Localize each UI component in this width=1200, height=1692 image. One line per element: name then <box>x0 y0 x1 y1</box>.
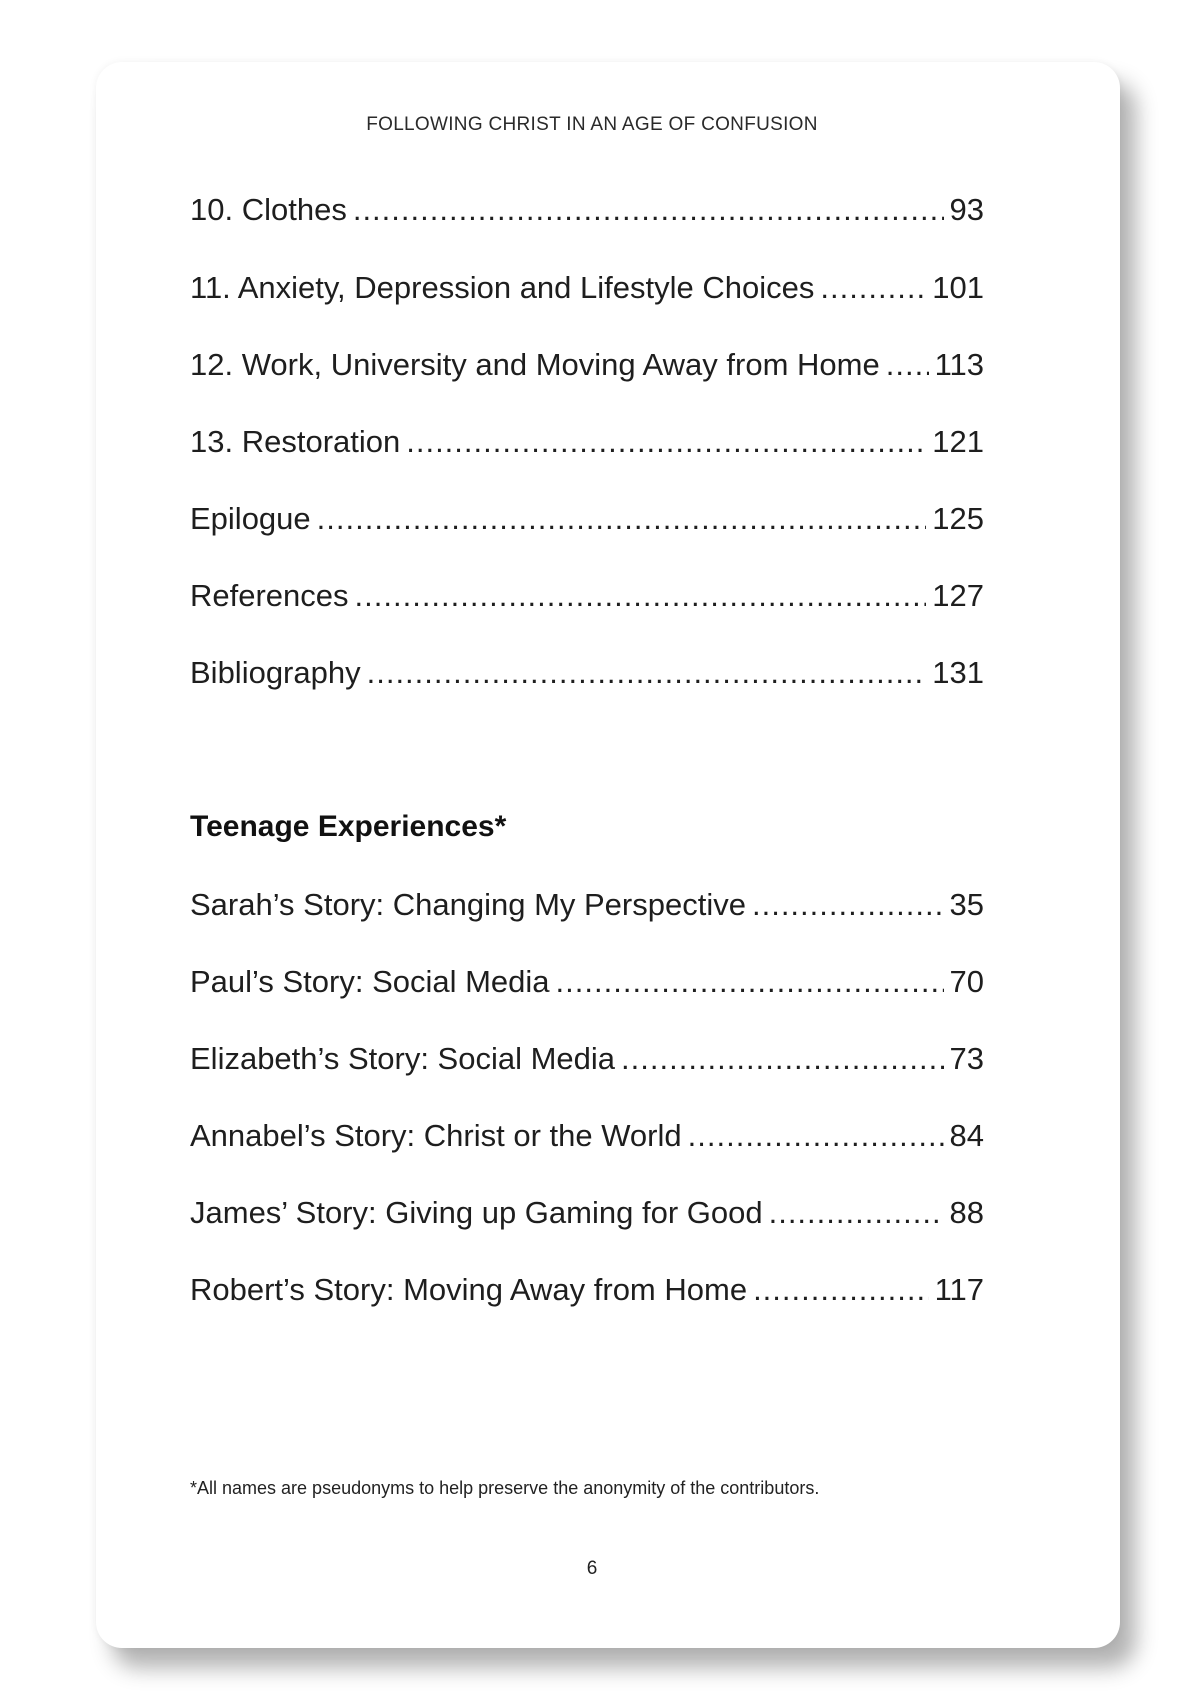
list-item <box>190 1118 984 1158</box>
dot-leader <box>367 655 927 691</box>
story-page: 73 <box>949 1041 984 1076</box>
dot-leader <box>353 192 944 228</box>
dot-leader <box>621 1041 943 1077</box>
story-title: Elizabeth’s Story: Social Media <box>190 1041 616 1076</box>
toc-entry <box>190 270 984 310</box>
list-item <box>190 887 984 927</box>
toc-entry <box>190 578 984 618</box>
dot-leader <box>753 1272 929 1308</box>
toc-entry-page: 131 <box>932 655 984 690</box>
footnote: *All names are pseudonyms to help preserve the anonymity of the contributors. <box>190 1478 820 1498</box>
story-page: 70 <box>949 964 984 999</box>
list-item <box>190 1195 984 1235</box>
story-title: Sarah’s Story: Changing My Perspective <box>190 887 746 922</box>
dot-leader <box>820 270 926 306</box>
toc-entry-page: 101 <box>932 270 984 305</box>
toc-entry-label: 13. Restoration <box>190 424 401 459</box>
dot-leader <box>556 964 944 1000</box>
story-page: 117 <box>934 1272 984 1307</box>
page-number: 6 <box>586 1558 598 1579</box>
toc-entry <box>190 347 984 387</box>
toc-entry-label: Bibliography <box>190 655 361 690</box>
list-item <box>190 964 984 1004</box>
list-item <box>190 1272 984 1312</box>
running-title: FOLLOWING CHRIST IN AN AGE OF CONFUSION <box>366 114 818 135</box>
toc-entry <box>190 192 984 232</box>
toc-entry-page: 127 <box>932 578 984 613</box>
toc-entry-label: References <box>190 578 349 613</box>
story-title: Paul’s Story: Social Media <box>190 964 550 999</box>
toc-entry <box>190 501 984 541</box>
section-heading: Teenage Experiences* <box>190 810 507 843</box>
dot-leader <box>752 887 944 923</box>
toc-entry <box>190 655 984 695</box>
story-page: 35 <box>949 887 984 922</box>
toc-entry-page: 125 <box>932 501 984 536</box>
story-title: Robert’s Story: Moving Away from Home <box>190 1272 748 1307</box>
dot-leader <box>406 424 926 460</box>
dot-leader <box>317 501 927 537</box>
dot-leader <box>355 578 927 614</box>
toc-entry-label: 10. Clothes <box>190 192 347 227</box>
toc-entry-label: Epilogue <box>190 501 311 536</box>
toc-entry-page: 121 <box>932 424 984 459</box>
toc-entry-label: 12. Work, University and Moving Away from Home <box>190 347 880 382</box>
story-title: Annabel’s Story: Christ or the World <box>190 1118 682 1153</box>
dot-leader <box>769 1195 944 1231</box>
list-item <box>190 1041 984 1081</box>
story-title: James’ Story: Giving up Gaming for Good <box>190 1195 763 1230</box>
dot-leader <box>688 1118 944 1154</box>
toc-entry-label: 11. Anxiety, Depression and Lifestyle Choices <box>190 270 815 305</box>
story-page: 84 <box>949 1118 984 1153</box>
dot-leader <box>886 347 929 383</box>
toc-entry-page: 93 <box>949 192 984 227</box>
toc-entry <box>190 424 984 464</box>
story-page: 88 <box>949 1195 984 1230</box>
toc-entry-page: 113 <box>934 347 984 382</box>
